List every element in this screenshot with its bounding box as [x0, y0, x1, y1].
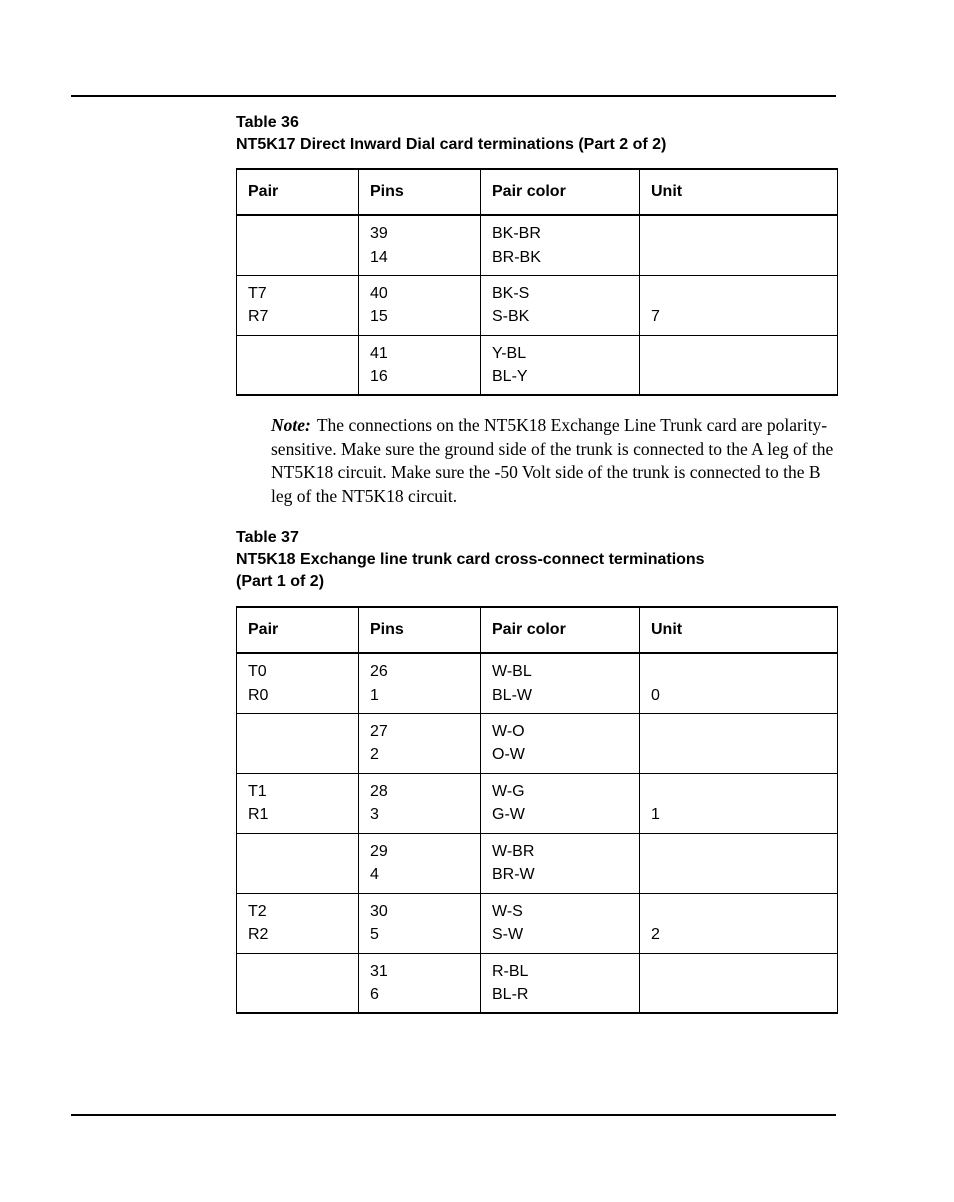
column-header-unit: Unit [640, 607, 838, 653]
cell-pair-color-line: W-O [492, 722, 525, 740]
column-header-pair-color: Pair color [481, 169, 640, 215]
column-header-pair: Pair [237, 607, 359, 653]
cell-pair-line: R0 [248, 686, 269, 704]
cell-pair-color [481, 275, 640, 335]
cell-unit-line [651, 780, 837, 804]
cell-pins-line: 40 [370, 284, 388, 302]
cell-pair-color-line: BR-BK [492, 248, 541, 266]
cell-pair-line: T0 [248, 663, 267, 680]
cell-pins-line: 2 [370, 746, 379, 763]
cell-unit [640, 833, 838, 893]
cell-pair [237, 953, 359, 1013]
cell-pins [359, 653, 481, 713]
table-row [237, 893, 838, 953]
cell-pair-line [248, 840, 358, 864]
cell-pair-color-line: S-BK [492, 308, 530, 325]
cell-pair-line [248, 863, 358, 887]
cell-pins-line: 15 [370, 308, 388, 325]
column-header-pair: Pair [237, 169, 359, 215]
cell-pair-line [248, 983, 358, 1007]
table-header-row [237, 607, 838, 653]
cell-pins-line: 30 [370, 902, 388, 920]
cell-pair-line [248, 960, 358, 984]
cell-pins [359, 893, 481, 953]
cell-pair-line [248, 342, 358, 366]
cell-pair-line: T7 [248, 284, 267, 302]
cell-unit-line [651, 282, 837, 306]
footer-rule [71, 1114, 836, 1116]
table-37-caption [236, 527, 836, 593]
cell-pins-line: 4 [370, 866, 379, 883]
cell-pair-color-line: G-W [492, 806, 525, 823]
cell-pair-line [248, 720, 358, 744]
cell-pair-color [481, 335, 640, 395]
table-36-caption [236, 112, 836, 156]
note-text: The connections on the NT5K18 Exchange Line Trunk card are polarity-sensitive. Make sure the ground side of the trunk is connected to the A leg of the NT5K18 circuit. Make sure the -50 Volt side of the trunk is connected to the B leg of the NT5K18 circuit. [271, 415, 834, 506]
cell-pair-line: R2 [248, 926, 269, 943]
cell-unit [640, 653, 838, 713]
cell-pair-color-line: W-BR [492, 842, 535, 860]
cell-unit-line [651, 983, 837, 1007]
cell-pair-line: T2 [248, 902, 267, 920]
cell-unit-line [651, 863, 837, 887]
cell-unit-line: 0 [651, 686, 660, 704]
table-row [237, 275, 838, 335]
table-row [237, 653, 838, 713]
cell-pins-line: 26 [370, 663, 388, 680]
cell-unit [640, 275, 838, 335]
cell-unit [640, 713, 838, 773]
table-header-row [237, 169, 838, 215]
cell-unit-line: 1 [651, 806, 660, 823]
cell-pair-color-line: R-BL [492, 962, 529, 980]
cell-unit [640, 215, 838, 275]
cell-pins-line: 28 [370, 782, 388, 800]
cell-pair-color [481, 833, 640, 893]
cell-pair [237, 713, 359, 773]
cell-pins-line: 29 [370, 842, 388, 860]
cell-pins [359, 833, 481, 893]
cell-pair-line [248, 743, 358, 767]
column-header-pins: Pins [359, 169, 481, 215]
cell-pins [359, 773, 481, 833]
cell-pair [237, 833, 359, 893]
cell-pair-color [481, 893, 640, 953]
table-36 [236, 168, 838, 396]
cell-unit-line: 2 [651, 926, 660, 943]
cell-pair [237, 335, 359, 395]
cell-pair [237, 893, 359, 953]
column-header-pair-color: Pair color [481, 607, 640, 653]
cell-pair-color-line: S-W [492, 926, 524, 943]
cell-unit-line [651, 840, 837, 864]
cell-pins-line: 27 [370, 722, 388, 740]
table-37-title: NT5K18 Exchange line trunk card cross-connect terminations [236, 551, 705, 568]
cell-unit-line [651, 222, 837, 246]
cell-pins-line: 31 [370, 962, 388, 980]
cell-pair-color-line: BL-Y [492, 368, 528, 385]
cell-pins-line: 16 [370, 368, 388, 385]
cell-pair [237, 215, 359, 275]
cell-pins [359, 215, 481, 275]
cell-pins-line: 3 [370, 806, 379, 823]
table-36-title: NT5K17 Direct Inward Dial card terminations (Part 2 of 2) [236, 136, 667, 153]
cell-pins-line: 6 [370, 986, 379, 1003]
cell-pair-color [481, 953, 640, 1013]
cell-pair-color-line: W-BL [492, 663, 532, 680]
column-header-unit: Unit [640, 169, 838, 215]
note-paragraph [271, 414, 837, 508]
table-row [237, 953, 838, 1013]
cell-pair-color-line: Y-BL [492, 344, 527, 362]
cell-pair-color [481, 653, 640, 713]
cell-pair [237, 773, 359, 833]
cell-pair-line: R7 [248, 308, 269, 325]
cell-pair [237, 653, 359, 713]
cell-pair [237, 275, 359, 335]
column-header-pins: Pins [359, 607, 481, 653]
cell-pair-line: R1 [248, 806, 269, 823]
cell-pair-color-line: W-S [492, 902, 523, 920]
cell-pins-line: 14 [370, 248, 388, 266]
note-label: Note: [271, 415, 311, 435]
table-row [237, 713, 838, 773]
cell-pins [359, 335, 481, 395]
cell-pair-line [248, 222, 358, 246]
table-row [237, 335, 838, 395]
cell-unit-line [651, 365, 837, 389]
table-row [237, 833, 838, 893]
cell-pair-color [481, 773, 640, 833]
cell-pins [359, 275, 481, 335]
cell-unit [640, 893, 838, 953]
cell-pins-line: 1 [370, 686, 379, 704]
cell-unit-line [651, 720, 837, 744]
table-37 [236, 606, 838, 1014]
cell-pins-line: 39 [370, 225, 388, 242]
cell-pins-line: 5 [370, 926, 379, 943]
cell-unit-line [651, 660, 837, 684]
cell-pair-color-line: BL-R [492, 986, 529, 1003]
cell-pair-color-line: BR-W [492, 866, 535, 883]
cell-pins [359, 713, 481, 773]
cell-pair-color [481, 215, 640, 275]
table-row [237, 215, 838, 275]
table-row [237, 773, 838, 833]
cell-unit-line [651, 743, 837, 767]
cell-pins [359, 953, 481, 1013]
cell-pair-line [248, 365, 358, 389]
cell-pair-color [481, 713, 640, 773]
cell-unit-line [651, 342, 837, 366]
table-37-number: Table 37 [236, 529, 299, 546]
cell-pins-line: 41 [370, 344, 388, 362]
cell-pair-color-line: O-W [492, 746, 525, 763]
cell-pair-color-line: BL-W [492, 686, 532, 704]
cell-pair-color-line: W-G [492, 782, 525, 800]
table-36-number: Table 36 [236, 114, 299, 131]
cell-unit [640, 953, 838, 1013]
cell-unit-line: 7 [651, 308, 660, 325]
cell-unit [640, 773, 838, 833]
cell-pair-color-line: BK-BR [492, 225, 541, 242]
cell-unit [640, 335, 838, 395]
header-rule [71, 95, 836, 97]
cell-pair-line: T1 [248, 782, 267, 800]
cell-unit-line [651, 246, 837, 270]
cell-pair-line [248, 246, 358, 270]
cell-pair-color-line: BK-S [492, 284, 530, 302]
cell-unit-line [651, 900, 837, 924]
cell-unit-line [651, 960, 837, 984]
table-37-title-part: (Part 1 of 2) [236, 573, 325, 590]
